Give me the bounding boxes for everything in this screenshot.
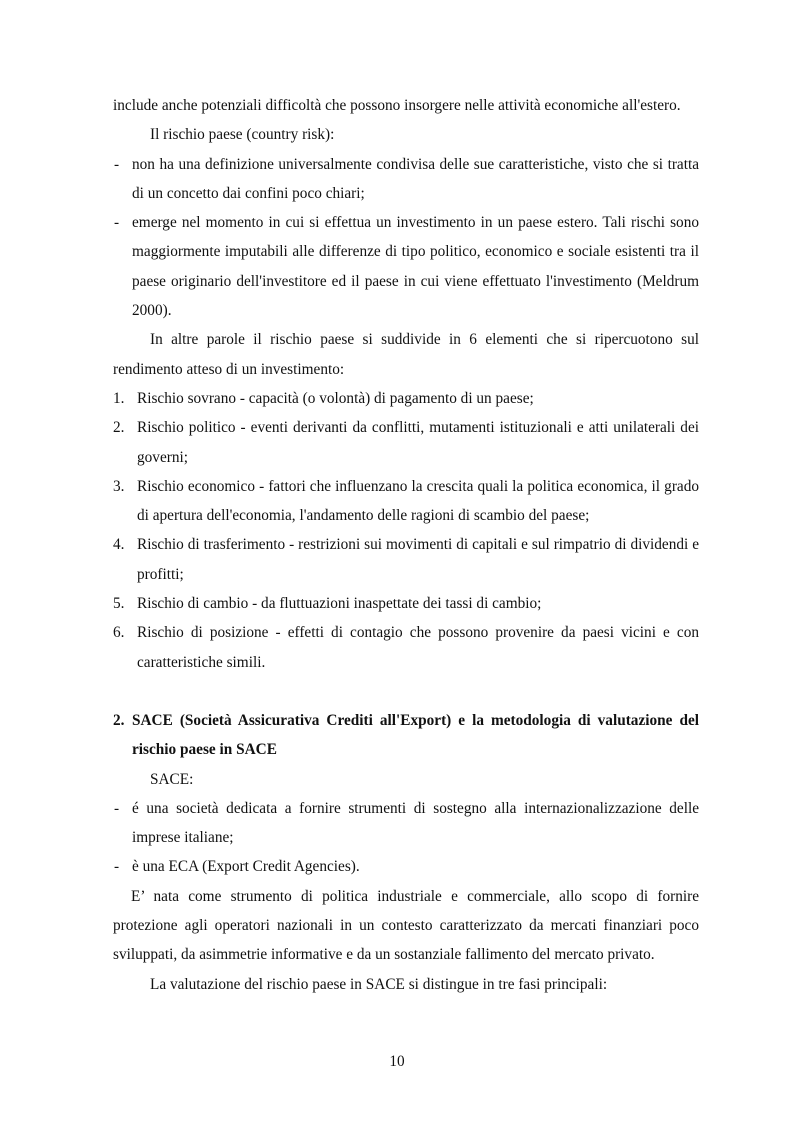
list-item	[113, 589, 699, 618]
sace-intro: SACE:	[150, 770, 194, 788]
list-item-text: emerge nel momento in cui si effettua un investimento in un paese estero. Tali rischi sono maggiormente imputabili alle differenze di tipo politico, economico e sociale esistenti tra il paese originario dell'investitore ed il paese in cui viene effettuato l'investimento (Meldrum 2000).	[132, 214, 699, 320]
list-marker: 4.	[113, 536, 125, 554]
list-marker: 2.	[113, 419, 125, 437]
country-risk-intro: Il rischio paese (country risk):	[150, 126, 335, 144]
intro-paragraph: include anche potenziali difficoltà che possono insorgere nelle attività economiche all'estero.	[113, 97, 681, 114]
list-item	[113, 384, 699, 413]
list-marker: 1.	[113, 389, 125, 407]
list-marker: -	[114, 214, 120, 232]
list-item	[113, 530, 699, 589]
list-item	[113, 472, 699, 531]
document-body	[113, 91, 699, 999]
list-item	[113, 852, 699, 881]
section-number: 2.	[113, 711, 125, 729]
list-item-text: Rischio di trasferimento - restrizioni sui movimenti di capitali e sul rimpatrio di dividendi e profitti;	[137, 536, 699, 583]
list-marker: 5.	[113, 595, 125, 613]
list-item	[113, 794, 699, 853]
elements-intro: In altre parole il rischio paese si suddivide in 6 elementi che si ripercuotono sul rendimento atteso di un investimento:	[113, 331, 699, 378]
list-item-text: Rischio sovrano - capacità (o volontà) di pagamento di un paese;	[137, 389, 534, 407]
list-item	[113, 618, 699, 677]
list-item-text: é una società dedicata a fornire strumenti di sostegno alla internazionalizzazione delle imprese italiane;	[132, 799, 699, 847]
list-marker: -	[114, 799, 120, 817]
list-marker: -	[114, 858, 120, 876]
section-title: SACE (Società Assicurativa Crediti all'Export) e la metodologia di valutazione del rischio paese in SACE	[132, 711, 699, 759]
list-item-text: non ha una definizione universalmente condivisa delle sue caratteristiche, visto che si tratta di un concetto dai confini poco chiari;	[132, 155, 699, 202]
list-item-text: Rischio di posizione - effetti di contagio che possono provenire da paesi vicini e con caratteristiche simili.	[137, 624, 699, 671]
list-marker: 3.	[113, 477, 125, 495]
section-heading	[113, 706, 699, 765]
list-marker: 6.	[113, 624, 125, 642]
sace-phases-paragraph: La valutazione del rischio paese in SACE si distingue in tre fasi principali:	[150, 975, 608, 993]
page-number: 10	[389, 1053, 405, 1070]
list-item-text: Rischio di cambio - da fluttuazioni inaspettate dei tassi di cambio;	[137, 595, 542, 613]
list-item-text: Rischio politico - eventi derivanti da conflitti, mutamenti istituzionali e atti unilaterali dei governi;	[137, 419, 699, 466]
list-marker: -	[114, 155, 120, 173]
list-item-text: è una ECA (Export Credit Agencies).	[132, 858, 360, 876]
list-item-text: Rischio economico - fattori che influenzano la crescita quali la politica economica, il grado di apertura dell'economia, l'andamento delle ragioni di scambio del paese;	[137, 477, 699, 525]
sace-origin-paragraph: E’ nata come strumento di politica industriale e commerciale, allo scopo di fornire protezione agli operatori nazionali in un contesto caratterizzato da mercati finanziari poco sviluppati, da asimmetrie informative e da un sostanziale fallimento del mercato privato.	[113, 887, 699, 964]
list-item	[113, 208, 699, 325]
list-item	[113, 150, 699, 209]
list-item	[113, 413, 699, 472]
